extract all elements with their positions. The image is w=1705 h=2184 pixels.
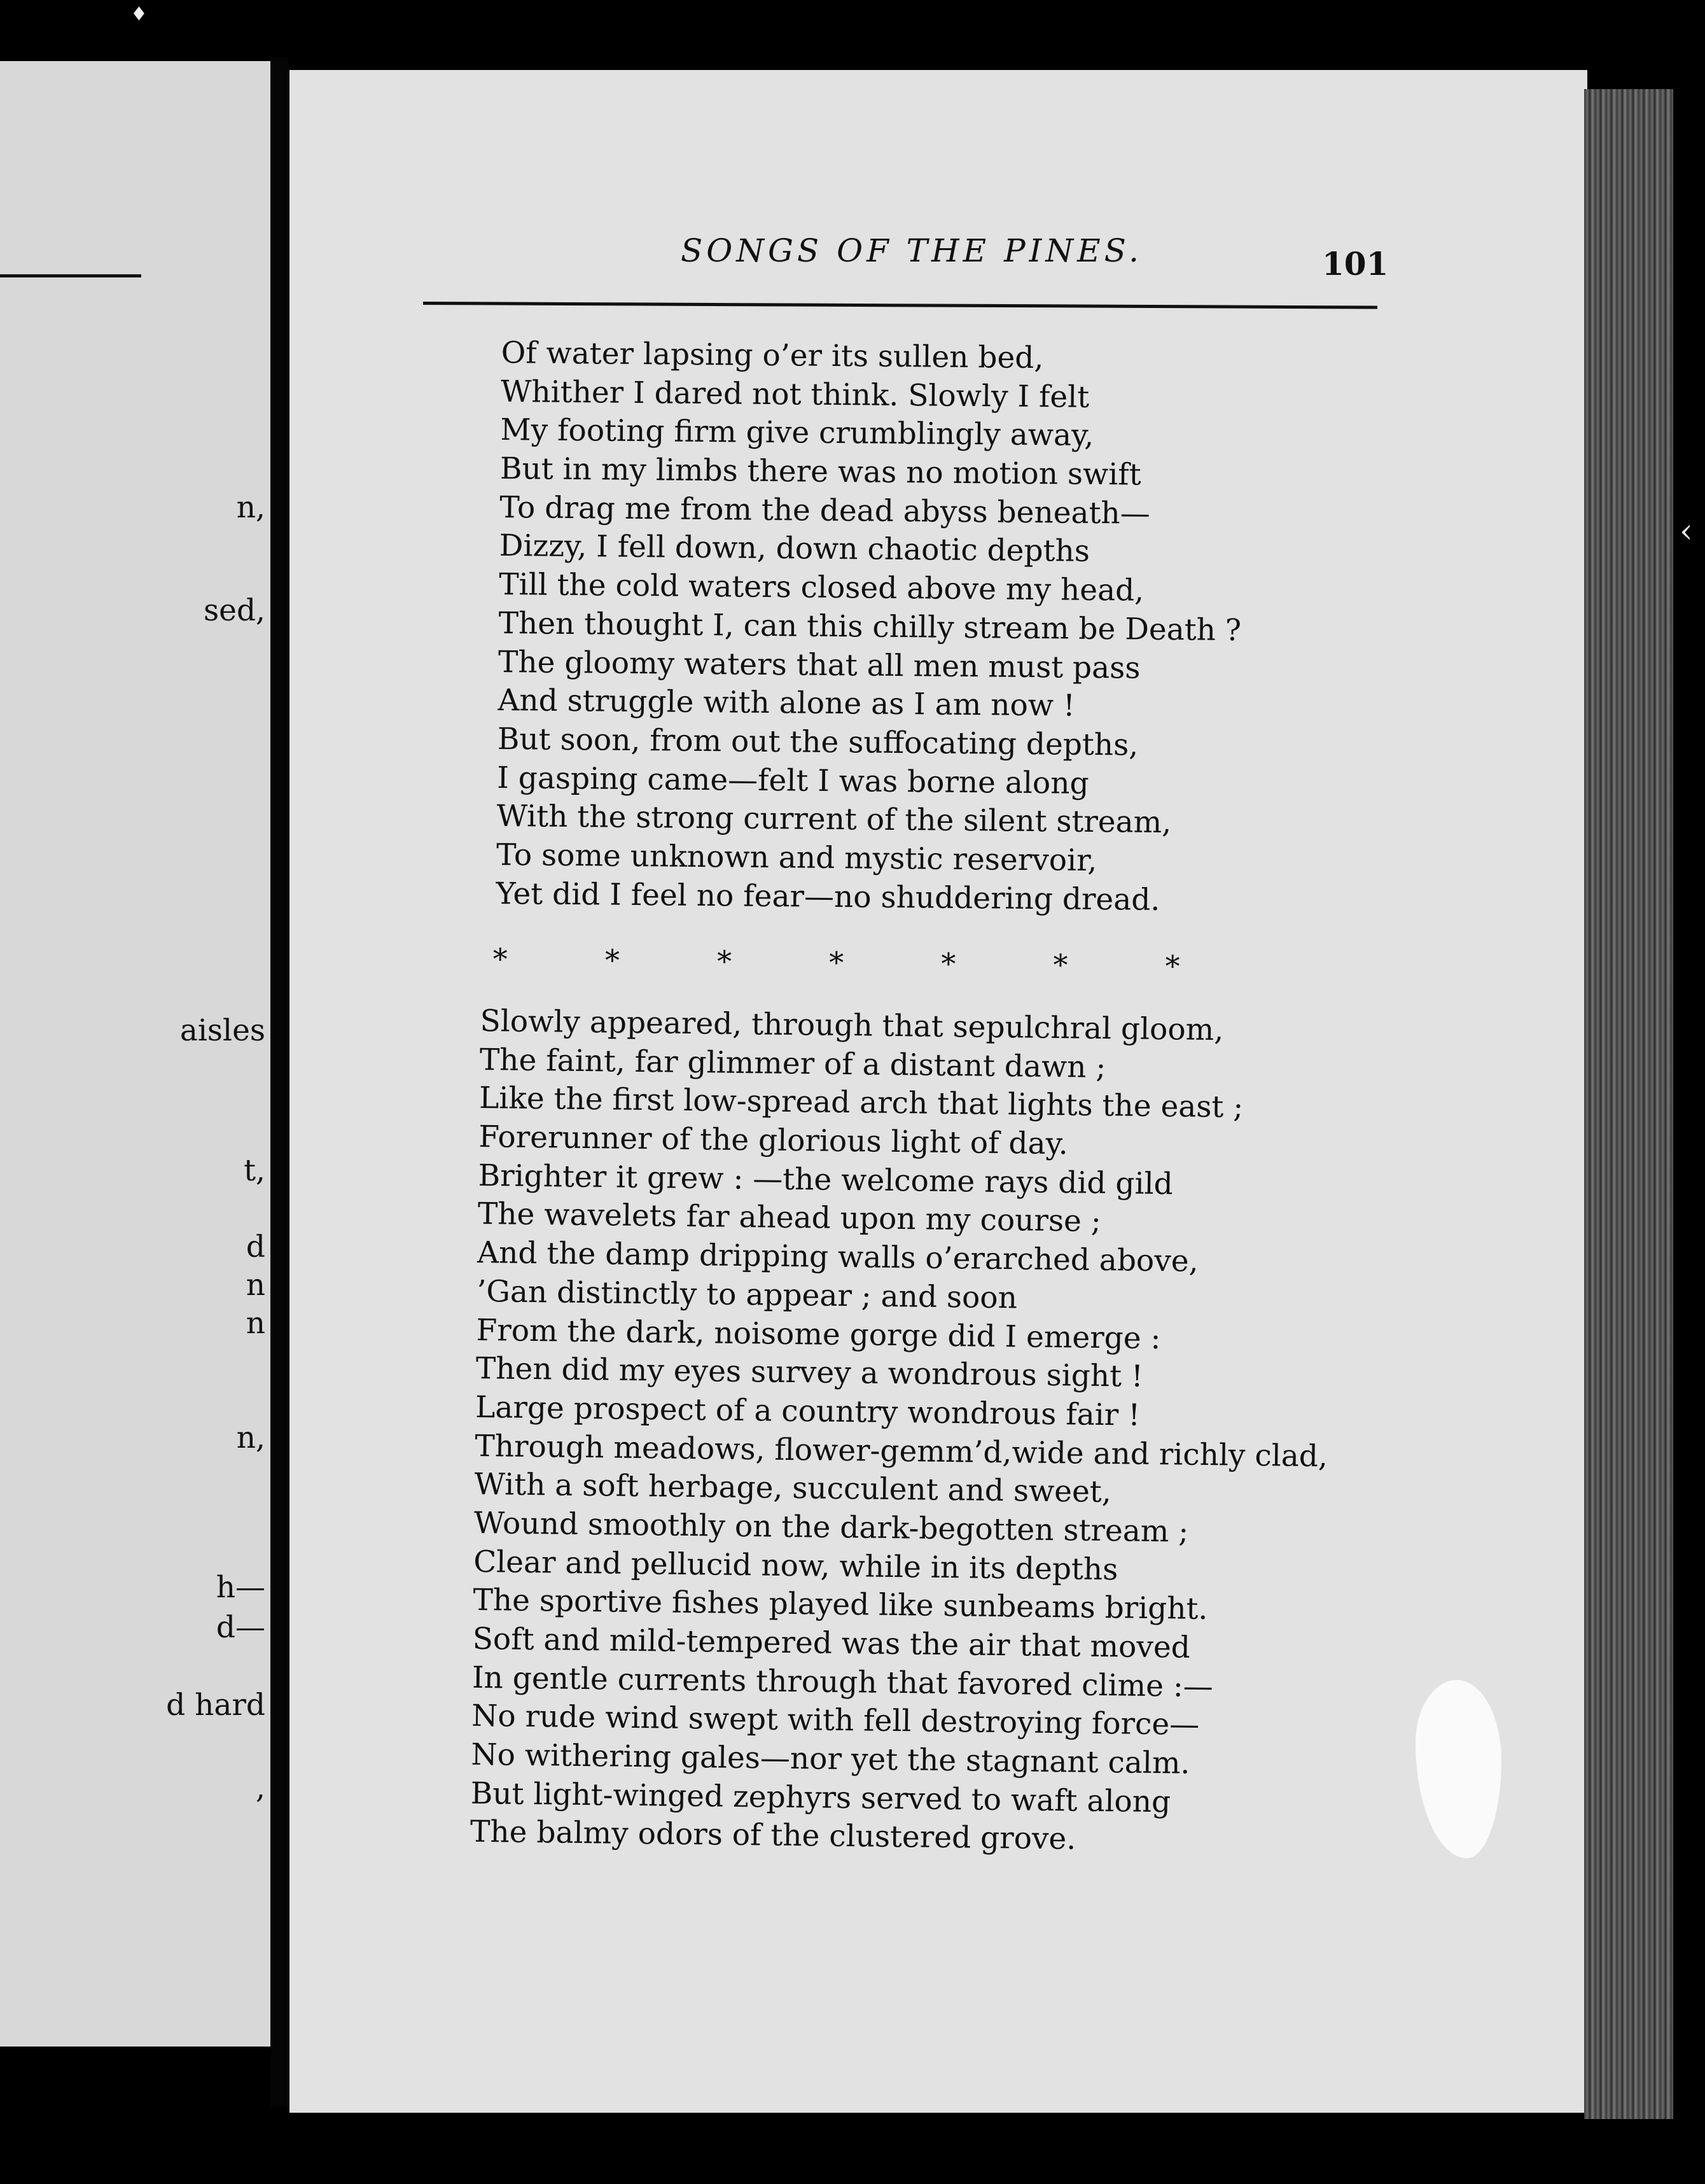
poem-line: Slowly appeared, through that sepulchral gloom, [480,1003,1224,1048]
poem-line: To some unknown and mystic reservoir, [496,837,1097,878]
poem-line: But light-winged zephyrs served to waft along [470,1775,1171,1820]
poem-line: Yet did I feel no fear—no shuddering dread. [496,876,1160,918]
separator-asterisk: * [492,942,508,977]
scan-corner-mark: ♦ [130,3,148,25]
left-page-fragment: sed, [204,593,265,628]
poem-line: ’Gan distinctly to appear ; and soon [477,1273,1018,1316]
left-page-fragment: d [246,1229,265,1264]
poem-line: To drag me from the dead abyss beneath— [499,489,1150,531]
left-page-fragment: d hard [166,1688,265,1723]
separator-asterisk: * [1165,949,1180,984]
poem-line: Till the cold waters closed above my head, [498,567,1145,608]
poem-line: Forerunner of the glorious light of day. [478,1119,1069,1162]
page-edge [1584,89,1673,2119]
poem-line: The faint, far glimmer of a distant dawn ; [479,1042,1106,1085]
poem-line: Clear and pellucid now, while in its depths [473,1544,1118,1587]
left-page-fragment: aisles [179,1013,265,1048]
poem-line: The balmy odors of the clustered grove. [470,1814,1076,1857]
running-head: SONGS OF THE PINES. [681,232,1143,269]
poem-line: The wavelets far ahead upon my course ; [477,1196,1101,1240]
poem-line: The sportive fishes played like sunbeams bright. [473,1583,1208,1627]
left-page-fragment: h— [216,1570,265,1605]
poem-line: No withering gales—nor yet the stagnant calm. [471,1737,1190,1781]
poem-line: I gasping came—felt I was borne along [497,760,1089,801]
separator-asterisk: * [604,942,620,978]
poem-line: My footing firm give crumblingly away, [500,412,1094,454]
left-page-fragment: , [256,1770,265,1805]
section-separator [492,942,1180,983]
left-page [0,61,270,2047]
left-page-fragment: n [246,1268,265,1303]
stanza-2 [470,1002,1333,1862]
left-page-fragment: n, [236,490,265,525]
poem-line: And the damp dripping walls o’erarched above, [477,1235,1199,1279]
poem-line: And struggle with alone as I am now ! [498,683,1076,724]
poem-line: Soft and mild-tempered was the air that moved [472,1621,1191,1665]
poem-line: Then did my eyes survey a wondrous sight ! [475,1351,1144,1394]
poem-line: Through meadows, flower-gemm’d,wide and richly clad, [475,1428,1328,1474]
poem-line: With the strong current of the silent stream, [496,799,1172,841]
left-page-fragment: d— [216,1610,265,1645]
poem-line: Like the first low-spread arch that lights the east ; [478,1081,1244,1126]
poem-line: Whither I dared not think. Slowly I felt [500,374,1090,415]
poem-line: Brighter it grew : —the welcome rays did gild [478,1158,1174,1202]
left-page-rule [0,274,141,277]
poem-line: But soon, from out the suffocating depths, [497,721,1139,763]
poem-line: Of water lapsing o’er its sullen bed, [501,335,1044,376]
separator-asterisk: * [828,945,844,980]
stanza-1 [496,334,1244,920]
poem-line: Dizzy, I fell down, down chaotic depths [499,528,1090,570]
book-gutter [270,57,288,2106]
page-number: 101 [1322,245,1389,283]
poem-line: But in my limbs there was no motion swift [499,451,1141,493]
left-page-fragment: n, [236,1420,265,1455]
poem-line: In gentle currents through that favored clime :— [471,1660,1214,1704]
separator-asterisk: * [716,944,732,979]
poem-line: From the dark, noisome gorge did I emerge : [476,1312,1161,1356]
separator-asterisk: * [1053,948,1068,983]
poem-line: Large prospect of a country wondrous fair ! [475,1389,1141,1433]
left-page-fragment: t, [244,1153,265,1188]
left-page-fragment: n [246,1306,265,1341]
poem-line: Wound smoothly on the dark-begotten stream ; [473,1505,1189,1550]
poem-line: The gloomy waters that all men must pass [498,644,1141,686]
separator-asterisk: * [941,946,956,981]
poem-line: Then thought I, can this chilly stream be Death ? [498,605,1242,648]
scan-margin-mark: ‹ [1680,512,1693,550]
poem-line: With a soft herbage, succulent and sweet, [474,1467,1112,1510]
poem-line: No rude wind swept with fell destroying force— [471,1698,1200,1743]
